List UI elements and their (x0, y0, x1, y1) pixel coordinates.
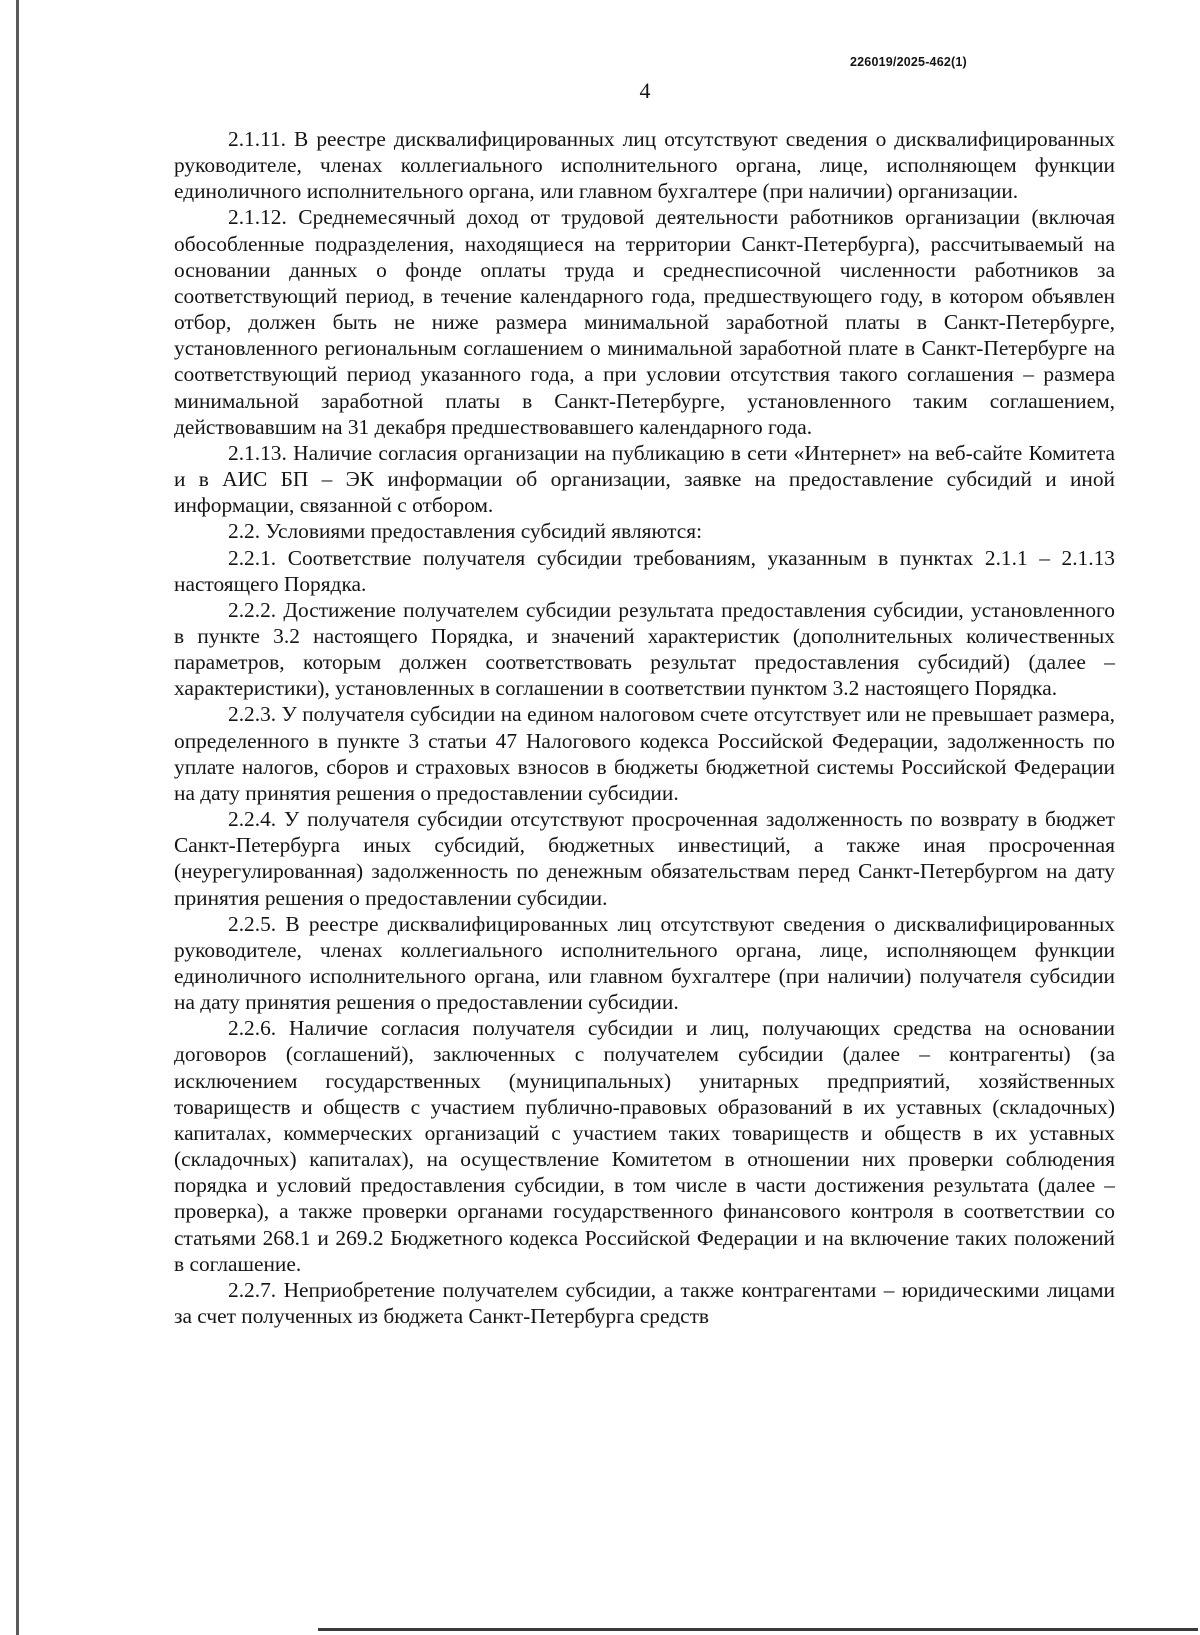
paragraph-2-2-5: 2.2.5. В реестре дисквалифицированных лиц отсутствуют сведения о дисквалифицированных руководителе, членах коллегиального исполнительного органа, лице, исполняющем функции единоличного исполнительного органа, или главном бухгалтере (при наличии) получателя субсидии на дату принятия решения о предоставлении субсидии. (174, 911, 1115, 1015)
document-body (174, 126, 1115, 1329)
paragraph-2-2-6: 2.2.6. Наличие согласия получателя субсидии и лиц, получающих средства на основании договоров (соглашений), заключенных с получателем субсидии (далее – контрагенты) (за исключением государственных (муниципальных) унитарных предприятий, хозяйственных товариществ и обществ с участием публично-правовых образований в их уставных (складочных) капиталах, коммерческих организаций с участием таких товариществ и обществ в их уставных (складочных) капиталах), на осуществление Комитетом в отношении них проверки соблюдения порядка и условий предоставления субсидии, в том числе в части достижения результата (далее – проверка), а также проверки органами государственного финансового контроля в соответствии со статьями 268.1 и 269.2 Бюджетного кодекса Российской Федерации и на включение таких положений в соглашение. (174, 1016, 1115, 1276)
paragraph-2-2-1: 2.2.1. Соответствие получателя субсидии требованиям, указанным в пунктах 2.1.1 – 2.1.13 настоящего Порядка. (174, 545, 1115, 596)
paragraph-2-2-7: 2.2.7. Неприобретение получателем субсидии, а также контрагентами – юридическими лицами за счет полученных из бюджета Санкт-Петербурга средств (174, 1277, 1115, 1329)
paragraph-2-1-13: 2.1.13. Наличие согласия организации на публикацию в сети «Интернет» на веб-сайте Комитета и в АИС БП – ЭК информации об организации, заявке на предоставление субсидий и иной информации, связанной с отбором. (174, 440, 1115, 518)
scan-left-edge (16, 0, 19, 1635)
paragraph-2-2-4: 2.2.4. У получателя субсидии отсутствуют просроченная задолженность по возврату в бюджет Санкт-Петербурга иных субсидий, бюджетных инвестиций, а также иная просроченная (неурегулированная) задолженность по денежным обязательствам перед Санкт-Петербургом на дату принятия решения о предоставлении субсидии. (174, 807, 1115, 910)
paragraph-2-2-3: 2.2.3. У получателя субсидии на едином налоговом счете отсутствует или не превышает размера, определенного в пункте 3 статьи 47 Налогового кодекса Российской Федерации, задолженность по уплате налогов, сборов и страховых взносов в бюджеты бюджетной системы Российской Федерации на дату принятия решения о предоставлении субсидии. (174, 702, 1115, 805)
scan-bottom-edge (318, 1628, 1198, 1631)
paragraph-2-2-2: 2.2.2. Достижение получателем субсидии результата предоставления субсидии, установленного в пункте 3.2 настоящего Порядка, и значений характеристик (дополнительных количественных параметров, которым должен соответствовать результат предоставления субсидий) (далее – характеристики), установленных в соглашении в соответствии пунктом 3.2 настоящего Порядка. (174, 597, 1115, 701)
paragraph-2-1-11: 2.1.11. В реестре дисквалифицированных лиц отсутствуют сведения о дисквалифицированных руководителе, членах коллегиального исполнительного органа, лице, исполняющем функции единоличного исполнительного органа, или главном бухгалтере (при наличии) организации. (174, 127, 1115, 204)
paragraph-2-1-12: 2.1.12. Среднемесячный доход от трудовой деятельности работников организации (включая обособленные подразделения, находящиеся на территории Санкт-Петербурга), рассчитываемый на основании данных о фонде оплаты труда и среднесписочной численности работников за соответствующий период, в течение календарного года, предшествующего году, в котором объявлен отбор, должен быть не ниже размера минимальной заработной платы в Санкт-Петербурге, установленного региональным соглашением о минимальной заработной плате в Санкт-Петербурге на соответствующий период указанного года, а при условии отсутствия такого соглашения – размера минимальной заработной платы в Санкт-Петербурге, установленного таким соглашением, действовавшим на 31 декабря предшествовавшего календарного года. (174, 205, 1115, 439)
page-number: 4 (639, 78, 651, 103)
paragraph-2-2: 2.2. Условиями предоставления субсидий являются: (228, 519, 703, 544)
document-id: 226019/2025-462(1) (850, 55, 967, 69)
